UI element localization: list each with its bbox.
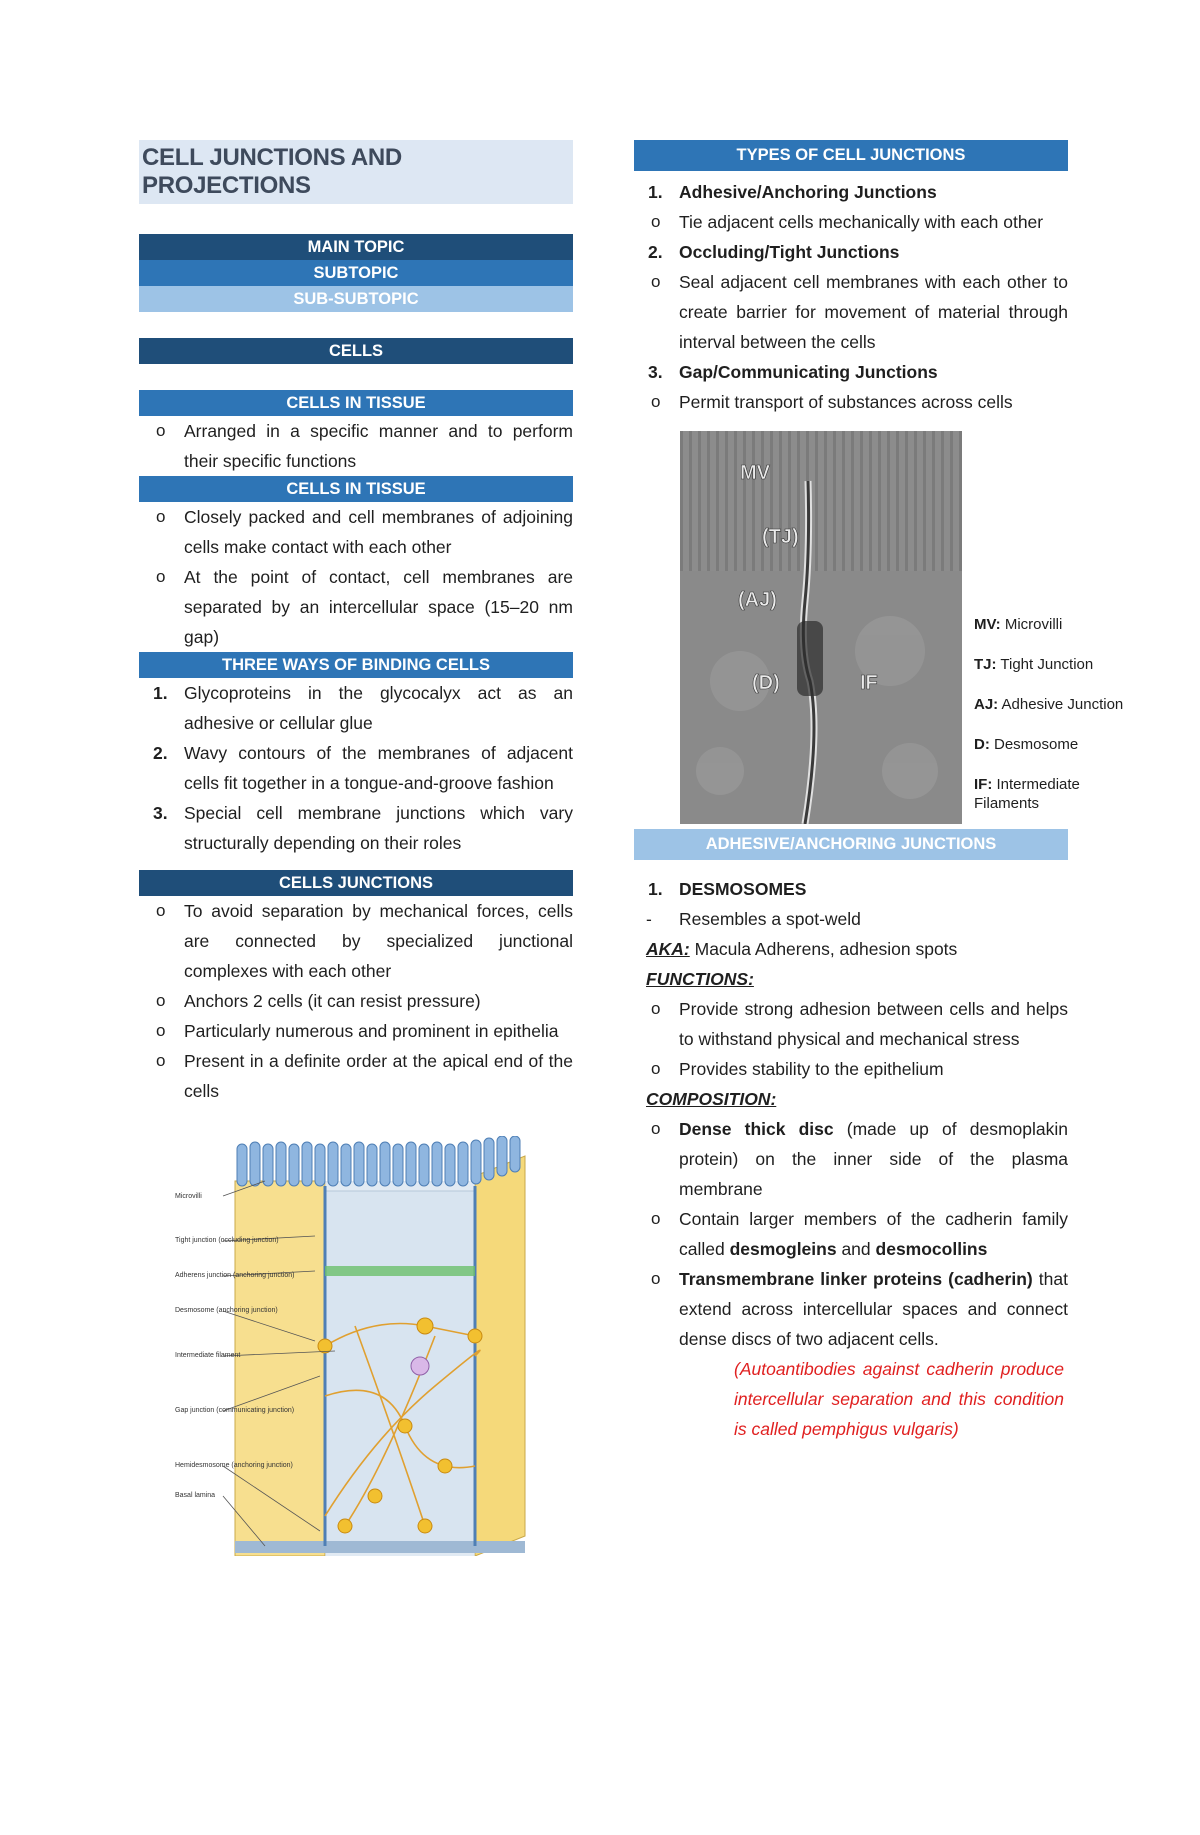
list-item: o To avoid separation by mechanical forces, cells are connected by specialized junctional complexes with each other bbox=[139, 896, 573, 986]
list-item: o Present in a definite order at the apical end of the cells bbox=[139, 1046, 573, 1106]
binding-cells-list bbox=[139, 678, 573, 858]
micro-label-if: IF bbox=[860, 672, 878, 694]
spot-weld-text: - Resembles a spot-weld bbox=[634, 904, 1068, 934]
legend-main-topic: MAIN TOPIC bbox=[139, 234, 573, 260]
legend-item: AJ: Adhesive Junction bbox=[974, 696, 1124, 713]
legend-item: TJ: Tight Junction bbox=[974, 656, 1094, 673]
diagram-label-microvilli: Microvilli bbox=[175, 1193, 202, 1200]
list-item: 2. Wavy contours of the membranes of adjacent cells fit together in a tongue-and-groove fashion bbox=[153, 743, 573, 793]
list-item: o Arranged in a specific manner and to perform their specific functions bbox=[139, 416, 573, 476]
functions-list bbox=[634, 994, 1068, 1084]
diagram-label-gap-junction: Gap junction (communicating junction) bbox=[175, 1407, 295, 1414]
cells-in-tissue-list-2 bbox=[139, 502, 573, 652]
legend-subtopic: SUBTOPIC bbox=[139, 260, 573, 286]
composition-label: COMPOSITION: bbox=[646, 1089, 777, 1109]
aka-line: AKA: Macula Adherens, adhesion spots bbox=[646, 939, 958, 959]
left-column bbox=[139, 140, 573, 1561]
list-item: o At the point of contact, cell membranes are separated by an intercellular space (15–20 nm gap) bbox=[139, 562, 573, 652]
list-item: o Transmembrane linker proteins (cadherin) that extend across intercellular spaces and connect dense discs of two adjacent cells. bbox=[634, 1264, 1068, 1354]
list-item: o Anchors 2 cells (it can resist pressure) bbox=[139, 986, 573, 1016]
heading-legend bbox=[139, 234, 573, 312]
cells-in-tissue-header-2: CELLS IN TISSUE bbox=[139, 476, 573, 502]
list-item: 1. Glycoproteins in the glycocalyx act as an adhesive or cellular glue bbox=[153, 683, 573, 733]
cells-in-tissue-header-1: CELLS IN TISSUE bbox=[139, 390, 573, 416]
list-item: 3. Gap/Communicating Junctions bbox=[648, 362, 938, 382]
types-list bbox=[634, 177, 1068, 417]
legend-sub-subtopic: SUB-SUBTOPIC bbox=[139, 286, 573, 312]
list-item: o Dense thick disc (made up of desmoplakin protein) on the inner side of the plasma membrane bbox=[634, 1114, 1068, 1204]
composition-list bbox=[634, 1114, 1068, 1354]
desmosomes-heading bbox=[634, 874, 1068, 904]
list-item: o Particularly numerous and prominent in epithelia bbox=[139, 1016, 573, 1046]
types-header: TYPES OF CELL JUNCTIONS bbox=[634, 140, 1068, 171]
list-item: 1. DESMOSOMES bbox=[648, 879, 807, 899]
list-item: o Permit transport of substances across cells bbox=[634, 387, 1068, 417]
list-item: o Contain larger members of the cadherin family called desmogleins and desmocollins bbox=[634, 1204, 1068, 1264]
micro-label-aj: (AJ) bbox=[738, 589, 777, 611]
electron-micrograph bbox=[680, 431, 962, 824]
diagram-label-basal-lamina: Basal lamina bbox=[175, 1492, 216, 1499]
cells-header: CELLS bbox=[139, 338, 573, 364]
page-title: CELL JUNCTIONS AND PROJECTIONS bbox=[139, 140, 573, 204]
diagram-label-tight-junction: Tight junction (occluding junction) bbox=[175, 1237, 279, 1244]
diagram-label-hemidesmosome: Hemidesmosome (anchoring junction) bbox=[175, 1462, 293, 1469]
list-item: 3. Special cell membrane junctions which vary structurally depending on their roles bbox=[153, 803, 573, 853]
cells-in-tissue-list-1 bbox=[139, 416, 573, 476]
cell-junction-diagram bbox=[175, 1136, 555, 1556]
list-item: o Provide strong adhesion between cells and helps to withstand physical and mechanical stress bbox=[634, 994, 1068, 1054]
legend-item: MV: Microvilli bbox=[974, 616, 1063, 633]
diagram-label-adherens-junction: Adherens junction (anchoring junction) bbox=[175, 1272, 295, 1279]
micrograph-section bbox=[634, 431, 1124, 829]
list-item: o Seal adjacent cell membranes with each other to create barrier for movement of material through interval between the cells bbox=[634, 267, 1068, 357]
list-item: o Tie adjacent cells mechanically with each other bbox=[634, 207, 1068, 237]
micrograph-legend bbox=[974, 615, 1144, 834]
list-item: o Provides stability to the epithelium bbox=[634, 1054, 1068, 1084]
functions-label: FUNCTIONS: bbox=[646, 969, 754, 989]
legend-item: IF: Intermediate Filaments bbox=[974, 776, 1080, 812]
micro-label-mv: MV bbox=[740, 462, 770, 484]
diagram-label-desmosome: Desmosome (anchoring junction) bbox=[175, 1307, 278, 1314]
cell-junctions-list bbox=[139, 896, 573, 1106]
list-item: 2. Occluding/Tight Junctions bbox=[648, 242, 900, 262]
list-item: 1. Adhesive/Anchoring Junctions bbox=[648, 182, 937, 202]
diagram-label-intermediate-filament: Intermediate filament bbox=[175, 1352, 241, 1359]
micro-label-tj: (TJ) bbox=[762, 526, 799, 548]
micro-label-d: (D) bbox=[752, 672, 780, 694]
pemphigus-note: (Autoantibodies against cadherin produce intercellular separation and this condition is called pemphigus vulgaris) bbox=[734, 1359, 1064, 1439]
list-item: o Closely packed and cell membranes of adjoining cells make contact with each other bbox=[139, 502, 573, 562]
right-column bbox=[634, 140, 1124, 1444]
legend-item: D: Desmosome bbox=[974, 736, 1079, 753]
adhesive-junctions-header: ADHESIVE/ANCHORING JUNCTIONS bbox=[634, 829, 1068, 860]
binding-cells-header: THREE WAYS OF BINDING CELLS bbox=[139, 652, 573, 678]
cell-junctions-header: CELLS JUNCTIONS bbox=[139, 870, 573, 896]
